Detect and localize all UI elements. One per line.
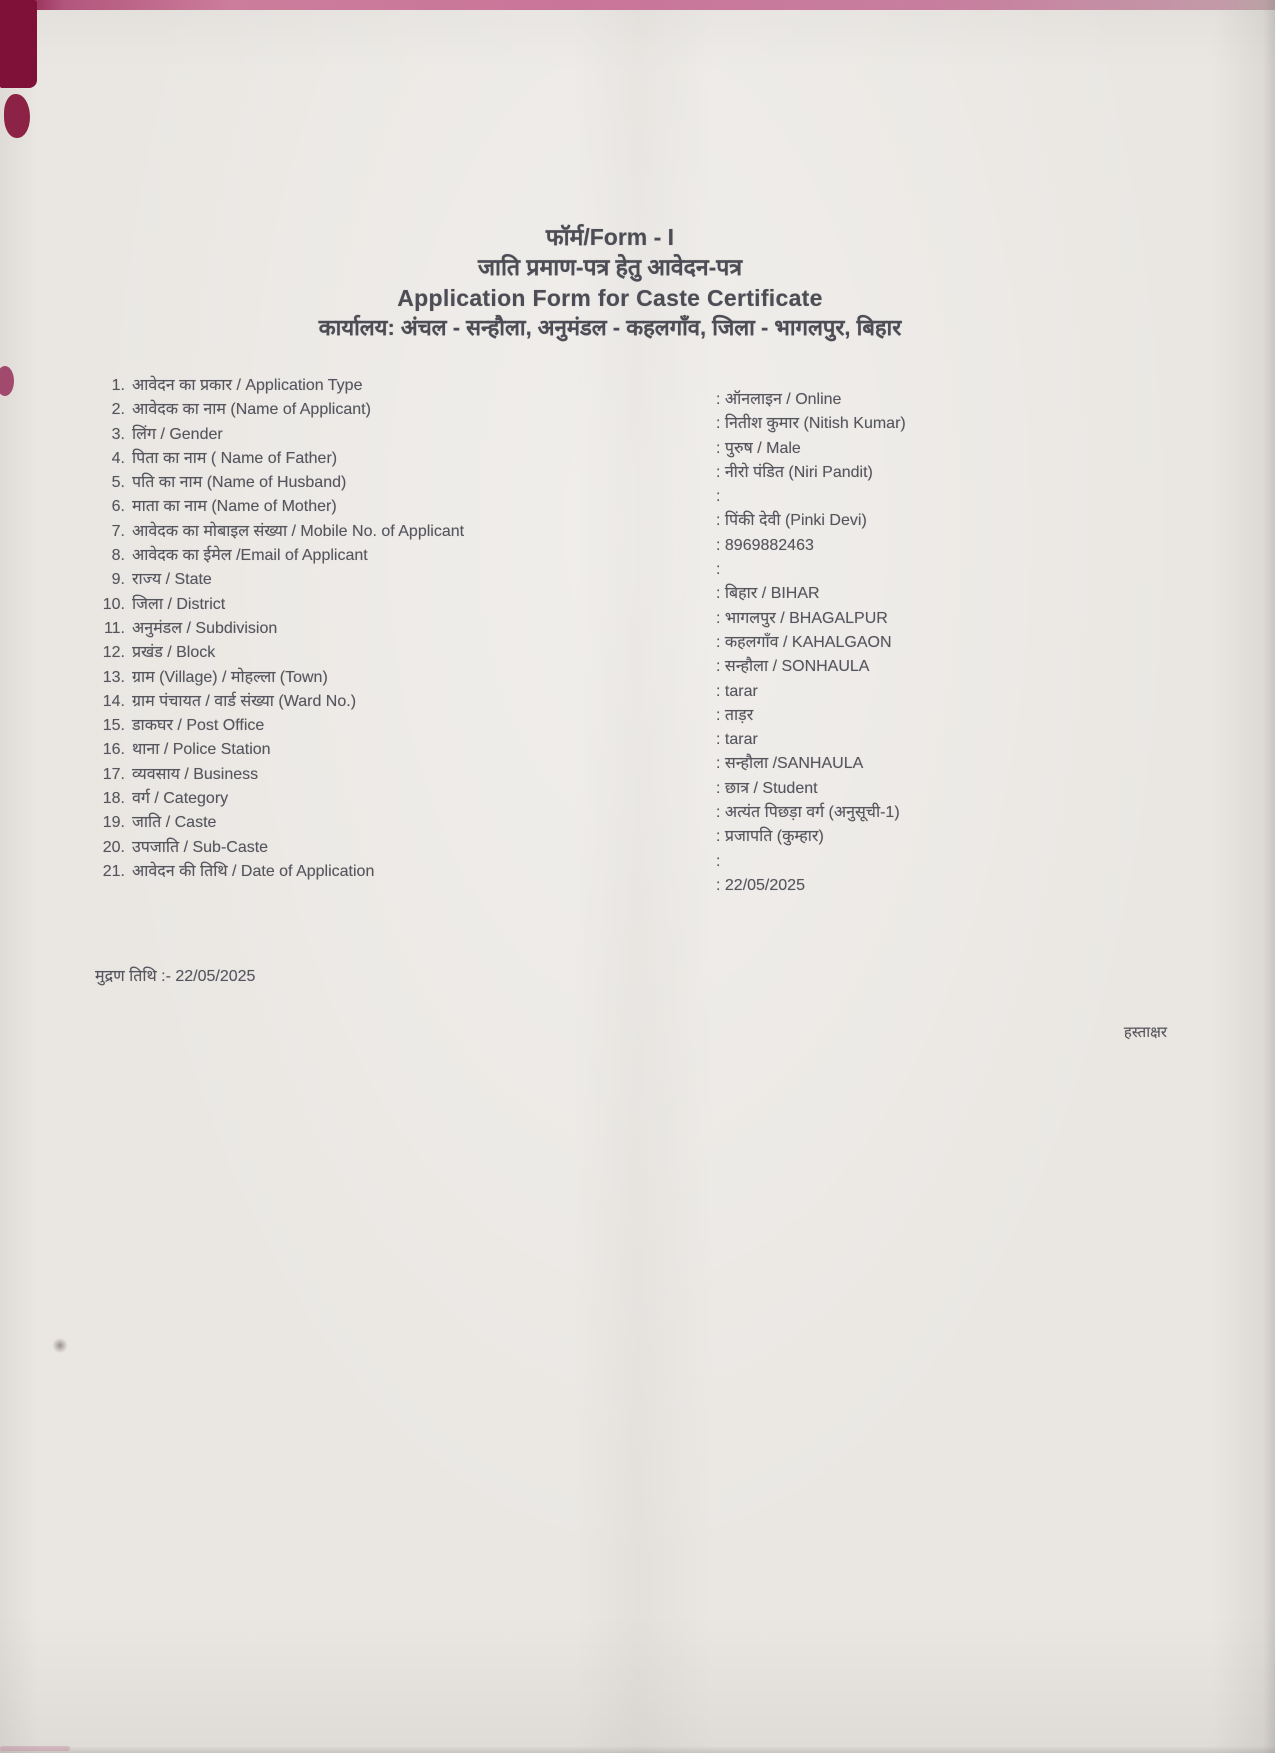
field-number: 12. [102, 644, 125, 662]
field-row [99, 568, 464, 592]
field-value: : प्रजापति (कुम्हार) [716, 828, 824, 846]
field-value: : [716, 561, 721, 579]
field-value: : छात्र / Student [716, 779, 818, 797]
field-label: पिता का नाम ( Name of Father) [132, 449, 338, 467]
field-value: : बिहार / BIHAR [716, 585, 820, 603]
scan-mark-left-small [0, 366, 14, 396]
field-value: : tarar [716, 731, 758, 749]
field-number: 3. [111, 425, 125, 443]
field-value: : भागलपुर / BHAGALPUR [716, 609, 888, 627]
field-row [99, 617, 464, 641]
field-label: ग्राम पंचायत / वार्ड संख्या (Ward No.) [132, 692, 357, 710]
field-value: : ऑनलाइन / Online [716, 391, 842, 408]
field-value: : पुरुष / Male [716, 439, 801, 457]
field-label: आवेदन का प्रकार / Application Type [132, 377, 363, 394]
field-row [99, 471, 464, 495]
field-number: 19. [102, 814, 125, 832]
field-row [99, 666, 464, 690]
field-number: 4. [111, 449, 125, 467]
field-number: 8. [111, 547, 125, 565]
field-row [99, 544, 464, 568]
scan-mark-left-blob [4, 94, 30, 138]
field-values-column [716, 388, 906, 898]
field-value: : पिंकी देवी (Pinki Devi) [716, 512, 867, 530]
field-value: : अत्यंत पिछड़ा वर्ग (अनुसूची-1) [716, 804, 900, 822]
field-value: : नीरो पंडित (Niri Pandit) [716, 463, 873, 481]
field-row [99, 738, 464, 762]
field-number: 13. [102, 668, 125, 686]
field-label: व्यवसाय / Business [132, 765, 259, 783]
field-label: अनुमंडल / Subdivision [132, 619, 278, 637]
field-row [99, 447, 464, 471]
field-number: 21. [102, 862, 125, 880]
field-number: 17. [102, 765, 125, 783]
field-number: 7. [111, 522, 125, 540]
office-line: कार्यालय: अंचल - सन्हौला, अनुमंडल - कहलगाँव, जिला - भागलपुर, बिहार [318, 315, 902, 340]
field-label: जिला / District [132, 595, 226, 613]
field-value: : 22/05/2025 [716, 876, 805, 894]
field-number: 5. [111, 474, 125, 492]
field-row [99, 495, 464, 519]
field-row [99, 836, 464, 860]
field-label: आवेदक का नाम (Name of Applicant) [132, 401, 371, 419]
field-number: 16. [102, 741, 125, 759]
field-number: 10. [102, 595, 125, 613]
field-value: : tarar [716, 682, 758, 700]
field-label: उपजाति / Sub-Caste [132, 838, 269, 856]
field-row [99, 811, 464, 835]
field-value: : [716, 852, 721, 870]
field-row [99, 593, 464, 617]
field-label: माता का नाम (Name of Mother) [132, 498, 337, 516]
field-label: प्रखंड / Block [132, 644, 216, 662]
field-row [99, 714, 464, 738]
field-label: पति का नाम (Name of Husband) [132, 474, 347, 492]
field-number: 1. [111, 377, 125, 394]
form-header [110, 222, 1110, 343]
field-label: डाकघर / Post Office [132, 717, 265, 735]
field-number: 15. [102, 717, 125, 735]
scan-mark-spot [52, 1338, 68, 1353]
field-label: आवेदन की तिथि / Date of Application [132, 862, 375, 880]
field-row [99, 520, 464, 544]
field-number: 18. [102, 790, 125, 808]
field-value: : [716, 488, 721, 506]
field-number: 20. [102, 838, 125, 856]
field-label: वर्ग / Category [132, 790, 229, 808]
field-label: आवेदक का ईमेल /Email of Applicant [132, 547, 368, 565]
field-row [99, 398, 464, 422]
field-number: 2. [111, 401, 125, 419]
form-number-line: फॉर्म/Form - I [545, 224, 675, 250]
field-value: : ताड़र [716, 706, 754, 724]
field-label: आवेदक का मोबाइल संख्या / Mobile No. of Applicant [132, 522, 465, 540]
field-row [99, 763, 464, 787]
scan-mark-corner-block [0, 0, 37, 88]
field-value: : नितीश कुमार (Nitish Kumar) [716, 415, 906, 433]
form-title-english: Application Form for Caste Certificate [397, 285, 823, 311]
field-row [99, 787, 464, 811]
scan-mark-top-strip [0, 0, 1275, 10]
field-label: जाति / Caste [132, 814, 217, 832]
scan-mark-bottom-left [0, 1746, 70, 1751]
field-number: 11. [103, 619, 125, 637]
field-row [99, 423, 464, 447]
print-date: मुद्रण तिथि :- 22/05/2025 [95, 968, 256, 985]
field-row [99, 860, 464, 884]
field-number: 6. [111, 498, 125, 516]
field-value: : 8969882463 [716, 536, 814, 554]
scan-shadow-right-edge [1263, 0, 1275, 1753]
signature-label: हस्ताक्षर [1123, 1024, 1167, 1041]
field-labels-column [99, 374, 464, 884]
field-label: थाना / Police Station [132, 741, 271, 759]
field-row [99, 690, 464, 714]
field-value: : सन्हौला / SONHAULA [716, 658, 870, 676]
field-value: : सन्हौला /SANHAULA [716, 755, 864, 773]
form-title-hindi: जाति प्रमाण-पत्र हेतु आवेदन-पत्र [477, 254, 743, 280]
field-label: राज्य / State [132, 571, 212, 589]
scan-shadow-bottom-edge [0, 1746, 1275, 1753]
field-label: लिंग / Gender [132, 425, 223, 443]
field-row [99, 641, 464, 665]
field-number: 9. [111, 571, 125, 589]
field-value: : कहलगाँव / KAHALGAON [716, 633, 892, 651]
field-label: ग्राम (Village) / मोहल्ला (Town) [132, 668, 328, 686]
field-row [99, 374, 464, 398]
field-number: 14. [102, 692, 125, 710]
